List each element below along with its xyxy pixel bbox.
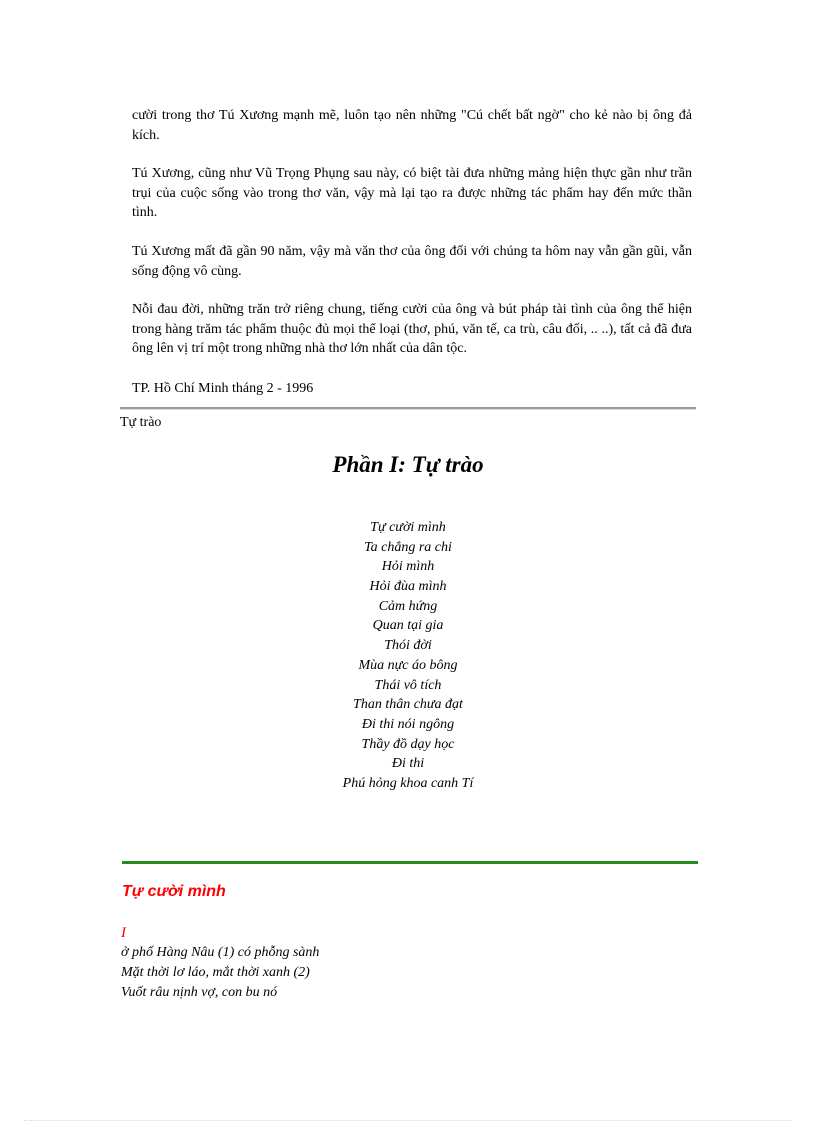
toc-item[interactable]: Đi thi (391, 756, 425, 772)
poem-line: Mặt thời lơ láo, mắt thời xanh (2) (121, 965, 310, 980)
toc-item[interactable]: Than thân chưa đạt (353, 697, 463, 713)
toc-item[interactable]: Hỏi mình (381, 559, 435, 575)
section-divider (120, 407, 696, 410)
intro-paragraph-3: Tú Xương mất đã gần 90 năm, vậy mà văn thơ của ông đối với chúng ta hôm nay vẫn gần gũi, vẫn sống động vô cùng. (132, 244, 692, 279)
toc-item[interactable]: Mùa nực áo bông (358, 657, 458, 673)
intro-paragraph-2: Tú Xương, cũng như Vũ Trọng Phụng sau này, có biệt tài đưa những mảng hiện thực gần như trần trụi của cuộc sống vào trong thơ văn, vậy mà lại tạo ra được những tác phẩm hay đến mức thần tình. (132, 166, 692, 220)
intro-paragraph-4: Nỗi đau đời, những trăn trở riêng chung, tiếng cười của ông và bút pháp tài tình của ông thể hiện trong hàng trăm tác phẩm thuộc đủ mọi thể loại (thơ, phú, văn tế, ca trù, câu đối, .. ..), tất cả đã đưa ông lên vị trí một trong những nhà thơ lớn nhất của dân tộc. (132, 302, 692, 356)
toc-item[interactable]: Cảm hứng (378, 598, 438, 614)
toc-item[interactable]: Thầy đồ dạy học (361, 736, 455, 752)
stanza-number: I (121, 925, 126, 941)
poem-title: Tự cười mình (122, 883, 226, 900)
toc-item[interactable]: Đi thi nói ngông (361, 716, 455, 732)
poem-line: ở phố Hàng Nâu (1) có phỗng sành (121, 945, 320, 960)
poem-divider (122, 861, 698, 864)
toc-item[interactable]: Phú hỏng khoa canh Tí (342, 775, 474, 791)
section-label: Tự trào (120, 415, 162, 430)
table-of-contents (120, 518, 696, 794)
toc-item[interactable]: Ta chẳng ra chi (364, 539, 452, 555)
poem-stanza (121, 943, 319, 1003)
toc-item[interactable]: Thói đời (384, 638, 432, 654)
poem-line: Vuốt râu nịnh vợ, con bu nó (121, 985, 278, 1000)
toc-item[interactable]: Thái vô tích (374, 677, 442, 693)
toc-item[interactable]: Tự cười mình (370, 520, 446, 535)
page-bottom-edge (24, 1120, 792, 1121)
part-title: Phần I: Tự trào (332, 452, 484, 477)
dateline: TP. Hồ Chí Minh tháng 2 - 1996 (132, 381, 314, 396)
toc-item[interactable]: Hỏi đùa mình (369, 579, 447, 595)
toc-item[interactable]: Quan tại gia (372, 618, 444, 634)
intro-paragraph-1: cười trong thơ Tú Xương mạnh mẽ, luôn tạo nên những "Cú chết bất ngờ" cho kẻ nào bị ông đả kích. (132, 108, 692, 143)
